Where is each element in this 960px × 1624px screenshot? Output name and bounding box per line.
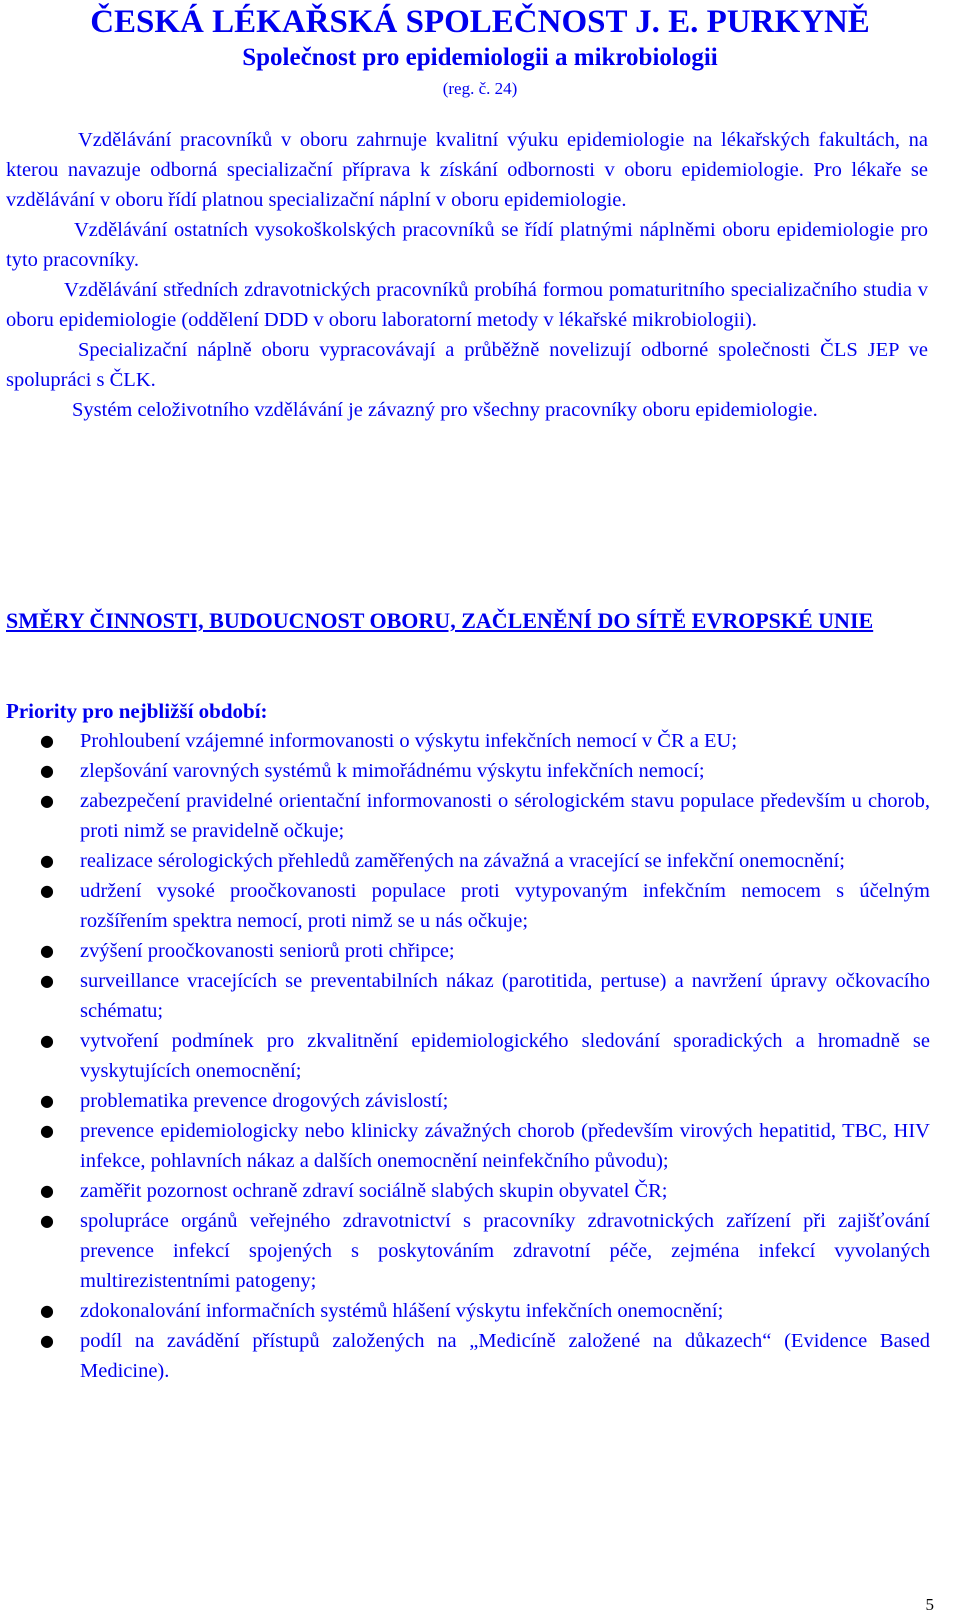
bullet-icon: ●: [40, 1181, 54, 1200]
bullet-icon: ●: [40, 761, 54, 780]
list-item: [0, 1086, 940, 1116]
list-item-text: zdokonalování informačních systémů hlášení výskytu infekčních onemocnění;: [80, 1300, 724, 1322]
intro-text: [6, 125, 928, 425]
list-item-text: zvýšení proočkovanosti seniorů proti chřipce;: [80, 940, 455, 962]
list-item: [0, 846, 940, 876]
list-item-text: surveillance vracejících se preventabilních nákaz (parotitida, pertuse) a navržení úpravy očkovacího schématu;: [80, 970, 930, 1022]
list-item: [0, 1116, 940, 1176]
list-item-text: problematika prevence drogových závislostí;: [80, 1090, 449, 1112]
organization-subtitle: Společnost pro epidemiologii a mikrobiologii: [242, 44, 718, 71]
list-item-text: vytvoření podmínek pro zkvalitnění epidemiologického sledování sporadických a hromadně se vyskytujících onemocnění;: [80, 1030, 930, 1082]
list-item-text: spolupráce orgánů veřejného zdravotnictví s pracovníky zdravotnických zařízení při zajišťování prevence infekcí spojených s poskytováním zdravotní péče, zejména infekcí vyvolaných multirezistentními patogeny;: [80, 1210, 930, 1292]
bullet-icon: ●: [40, 881, 54, 900]
list-item-text: zabezpečení pravidelné orientační informovanosti o sérologickém stavu populace především u chorob, proti nimž se pravidelně očkuje;: [80, 790, 930, 842]
bullet-icon: ●: [40, 1031, 54, 1050]
bullet-icon: ●: [40, 1091, 54, 1110]
bullet-icon: ●: [40, 791, 54, 810]
list-item: [0, 1026, 940, 1086]
page-number: 5: [925, 1595, 934, 1614]
list-item: [0, 876, 940, 936]
list-item: [0, 936, 940, 966]
list-item-text: udržení vysoké proočkovanosti populace proti vytypovaným infekčním nemocem s účelným rozšířením spektra nemocí, proti nimž se u nás očkuje;: [80, 880, 930, 932]
intro-paragraph: Vzdělávání středních zdravotnických pracovníků probíhá formou pomaturitního specializačního studia v oboru epidemiologie (oddělení DDD v oboru laboratorní metody v lékařské mikrobiologii).: [6, 279, 928, 331]
list-item-text: realizace sérologických přehledů zaměřených na závažná a vracející se infekční onemocnění;: [80, 850, 845, 872]
bullet-icon: ●: [40, 851, 54, 870]
bullet-icon: ●: [40, 941, 54, 960]
intro-paragraph: Vzdělávání pracovníků v oboru zahrnuje kvalitní výuku epidemiologie na lékařských fakultách, na kterou navazuje odborná specializační příprava k získání odbornosti v oboru epidemiologie. Pro lékaře se vzdělávání v oboru řídí platnou specializační náplní v oboru epidemiologie.: [6, 129, 928, 211]
intro-paragraph: Specializační náplně oboru vypracovávají a průběžně novelizují odborné společnosti ČLS JEP ve spolupráci s ČLK.: [6, 339, 928, 391]
intro-paragraph: Systém celoživotního vzdělávání je závazný pro všechny pracovníky oboru epidemiologie.: [72, 399, 818, 421]
list-item: [0, 786, 940, 846]
list-item-text: zaměřit pozornost ochraně zdraví sociálně slabých skupin obyvatel ČR;: [80, 1180, 668, 1202]
list-item-text: zlepšování varovných systémů k mimořádnému výskytu infekčních nemocí;: [80, 760, 705, 782]
section-heading: SMĚRY ČINNOSTI, BUDOUCNOST OBORU, ZAČLENĚNÍ DO SÍTĚ EVROPSKÉ UNIE: [6, 608, 874, 633]
registration-number: (reg. č. 24): [442, 79, 518, 98]
bullet-icon: ●: [40, 1331, 54, 1350]
list-item: [0, 1206, 940, 1296]
list-item: [0, 726, 940, 756]
list-item: [0, 1326, 940, 1386]
list-item-text: Prohloubení vzájemné informovanosti o výskytu infekčních nemocí v ČR a EU;: [80, 730, 738, 752]
list-item-text: prevence epidemiologicky nebo klinicky závažných chorob (především virových hepatitid, TBC, HIV infekce, pohlavních nákaz a dalších onemocnění neinfekčního původu);: [80, 1120, 930, 1172]
bullet-icon: ●: [40, 1121, 54, 1140]
bullet-icon: ●: [40, 1211, 54, 1230]
intro-paragraph: Vzdělávání ostatních vysokoškolských pracovníků se řídí platnými náplněmi oboru epidemiologie pro tyto pracovníky.: [6, 219, 928, 271]
list-item: [0, 966, 940, 1026]
list-item: [0, 756, 940, 786]
list-item: [0, 1296, 940, 1326]
bullet-icon: ●: [40, 971, 54, 990]
bullet-icon: ●: [40, 731, 54, 750]
list-item-text: podíl na zavádění přístupů založených na „Medicíně založené na důkazech“ (Evidence Based Medicine).: [80, 1330, 930, 1382]
organization-title: ČESKÁ LÉKAŘSKÁ SPOLEČNOST J. E. PURKYNĚ: [90, 4, 870, 40]
list-item: [0, 1176, 940, 1206]
priority-list: [0, 726, 940, 1386]
bullet-icon: ●: [40, 1301, 54, 1320]
priorities-heading: Priority pro nejbližší období:: [6, 699, 268, 723]
